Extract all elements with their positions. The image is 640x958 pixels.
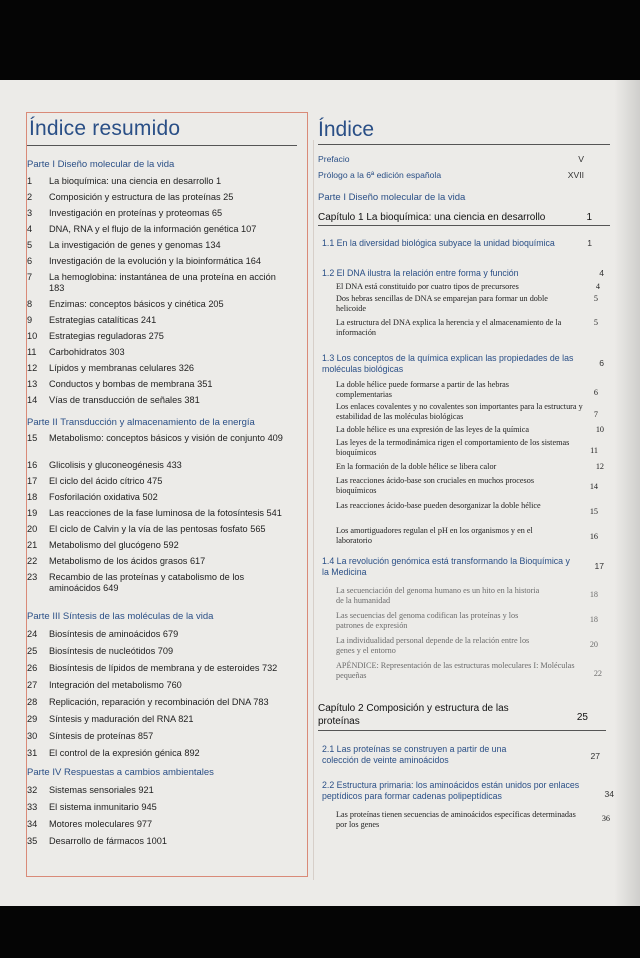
chapter-item: 14 Vías de transducción de señales 381: [27, 395, 200, 405]
subsection-item: El DNA está constituido por cuatro tipos de precursores 4: [336, 282, 600, 291]
chapter-item: 9 Estrategias catalíticas 241: [27, 315, 157, 325]
full-index-column: [318, 112, 618, 892]
chapter-item: 7 La hemoglobina: instantánea de una proteína en acción 183: [27, 272, 276, 293]
part-1-heading: Parte I Diseño molecular de la vida: [318, 192, 466, 203]
subsection-item: La estructura del DNA explica la herencia y el almacenamiento de la información 5: [336, 318, 598, 337]
subsection-item: Los amortiguadores regulan el pH en los organismos y en el laboratorio 16: [336, 526, 598, 545]
book-page: [0, 80, 640, 906]
chapter-item: 35 Desarrollo de fármacos 1001: [27, 836, 167, 846]
subsection-item: Las reacciones ácido-base pueden desorganizar la doble hélice 15: [336, 501, 598, 516]
chapter-1-heading: Capítulo 1 La bioquímica: una ciencia en desarrollo 1: [318, 212, 610, 226]
subsection-item: Dos hebras sencillas de DNA se emparejan para formar un doble helicoide 5: [336, 294, 598, 313]
chapter-item: 17 El ciclo del ácido cítrico 475: [27, 476, 163, 486]
column-divider: [313, 140, 314, 880]
section-heading: 1.3 Los conceptos de la química explican las propiedades de las moléculas biológicas 6: [322, 353, 604, 374]
subsection-item: En la formación de la doble hélice se libera calor 12: [336, 462, 604, 471]
chapter-item: 21 Metabolismo del glucógeno 592: [27, 540, 179, 550]
chapter-item: 18 Fosforilación oxidativa 502: [27, 492, 158, 502]
subsection-item: Las proteínas tienen secuencias de aminoácidos específicas determinadas por los genes 36: [336, 810, 610, 829]
subsection-item: La individualidad personal depende de la relación entre los genes y el entorno 20: [336, 636, 598, 655]
chapter-item: 31 El control de la expresión génica 892: [27, 748, 200, 758]
subsection-item: La doble hélice es una expresión de las leyes de la química 10: [336, 425, 604, 434]
section-heading: 1.2 El DNA ilustra la relación entre forma y función 4: [322, 268, 604, 278]
prefacio-line: Prefacio V: [318, 154, 584, 164]
chapter-item: 25 Biosíntesis de nucleótidos 709: [27, 646, 174, 656]
chapter-item: 20 El ciclo de Calvin y la vía de las pentosas fosfato 565: [27, 524, 266, 534]
chapter-2-heading: Capítulo 2 Composición y estructura de las proteínas 25: [318, 702, 606, 731]
chapter-item: 26 Biosíntesis de lípidos de membrana y de esteroides 732: [27, 663, 278, 673]
title-rule: [27, 145, 297, 146]
chapter-item: 33 El sistema inmunitario 945: [27, 802, 157, 812]
chapter-item: 29 Síntesis y maduración del RNA 821: [27, 714, 194, 724]
chapter-item: 11 Carbohidratos 303: [27, 347, 125, 357]
chapter-item: 6 Investigación de la evolución y la bioinformática 164: [27, 256, 261, 266]
chapter-item: 28 Replicación, reparación y recombinación del DNA 783: [27, 697, 269, 707]
chapter-item: 24 Biosíntesis de aminoácidos 679: [27, 629, 179, 639]
chapter-item: 12 Lípidos y membranas celulares 326: [27, 363, 195, 373]
section-heading: 1.4 La revolución genómica está transformando la Bioquímica y la Medicina 17: [322, 556, 604, 577]
chapter-item: 2 Composición y estructura de las proteínas 25: [27, 192, 234, 202]
chapter-item: 22 Metabolismo de los ácidos grasos 617: [27, 556, 206, 566]
chapter-item: 23 Recambio de las proteínas y catabolismo de los aminoácidos 649: [27, 572, 245, 593]
chapter-item: 4 DNA, RNA y el flujo de la información genética 107: [27, 224, 257, 234]
subsection-item: Las leyes de la termodinámica rigen el comportamiento de los sistemas bioquímicos 11: [336, 438, 598, 457]
chapter-item: 34 Motores moleculares 977: [27, 819, 153, 829]
chapter-item: 5 La investigación de genes y genomas 134: [27, 240, 221, 250]
chapter-item: 15 Metabolismo: conceptos básicos y visión de conjunto 409: [27, 433, 283, 443]
chapter-item: 19 Las reacciones de la fase luminosa de la fotosíntesis 541: [27, 508, 282, 518]
chapter-item: 27 Integración del metabolismo 760: [27, 680, 182, 690]
chapter-item: 10 Estrategias reguladoras 275: [27, 331, 164, 341]
subsection-item: Las secuencias del genoma codifican las proteínas y los patrones de expresión 18: [336, 611, 598, 630]
subsection-item: Los enlaces covalentes y no covalentes son importantes para la estructura y estabilidad de las moléculas biológicas 7: [336, 402, 598, 421]
chapter-item: 30 Síntesis de proteínas 857: [27, 731, 154, 741]
chapter-item: 3 Investigación en proteínas y proteomas 65: [27, 208, 223, 218]
chapter-item: 1 La bioquímica: una ciencia en desarrollo 1: [27, 176, 222, 186]
part-1-heading: Parte I Diseño molecular de la vida: [27, 159, 175, 170]
chapter-item: 13 Conductos y bombas de membrana 351: [27, 379, 213, 389]
summary-index-title: Índice resumido: [29, 117, 181, 140]
prologo-line: Prólogo a la 6ª edición española XVII: [318, 170, 584, 180]
appendix-item: APÉNDICE: Representación de las estructuras moleculares I: Moléculas pequeñas 22: [336, 661, 602, 680]
title-rule: [318, 144, 610, 145]
section-heading: 1.1 En la diversidad biológica subyace la unidad bioquímica 1: [322, 238, 592, 248]
summary-index-box: [26, 112, 308, 877]
index-title: Índice: [318, 118, 375, 141]
subsection-item: Las reacciones ácido-base son cruciales en muchos procesos bioquímicos 14: [336, 476, 598, 495]
subsection-item: La doble hélice puede formarse a partir de las hebras complementarias 6: [336, 380, 598, 399]
chapter-item: 16 Glicolisis y gluconeogénesis 433: [27, 460, 182, 470]
part-3-heading: Parte III Síntesis de las moléculas de la vida: [27, 611, 214, 622]
section-heading: 2.2 Estructura primaria: los aminoácidos están unidos por enlaces peptídicos para formar cadenas polipeptídicas 34: [322, 780, 614, 801]
section-heading: 2.1 Las proteínas se construyen a partir de una colección de veinte aminoácidos 27: [322, 744, 600, 765]
part-2-heading: Parte II Transducción y almacenamiento de la energía: [27, 417, 255, 428]
subsection-item: La secuenciación del genoma humano es un hito en la historia de la humanidad 18: [336, 586, 598, 605]
part-4-heading: Parte IV Respuestas a cambios ambientales: [27, 767, 214, 778]
chapter-item: 32 Sistemas sensoriales 921: [27, 785, 154, 795]
chapter-item: 8 Enzimas: conceptos básicos y cinética 205: [27, 299, 224, 309]
